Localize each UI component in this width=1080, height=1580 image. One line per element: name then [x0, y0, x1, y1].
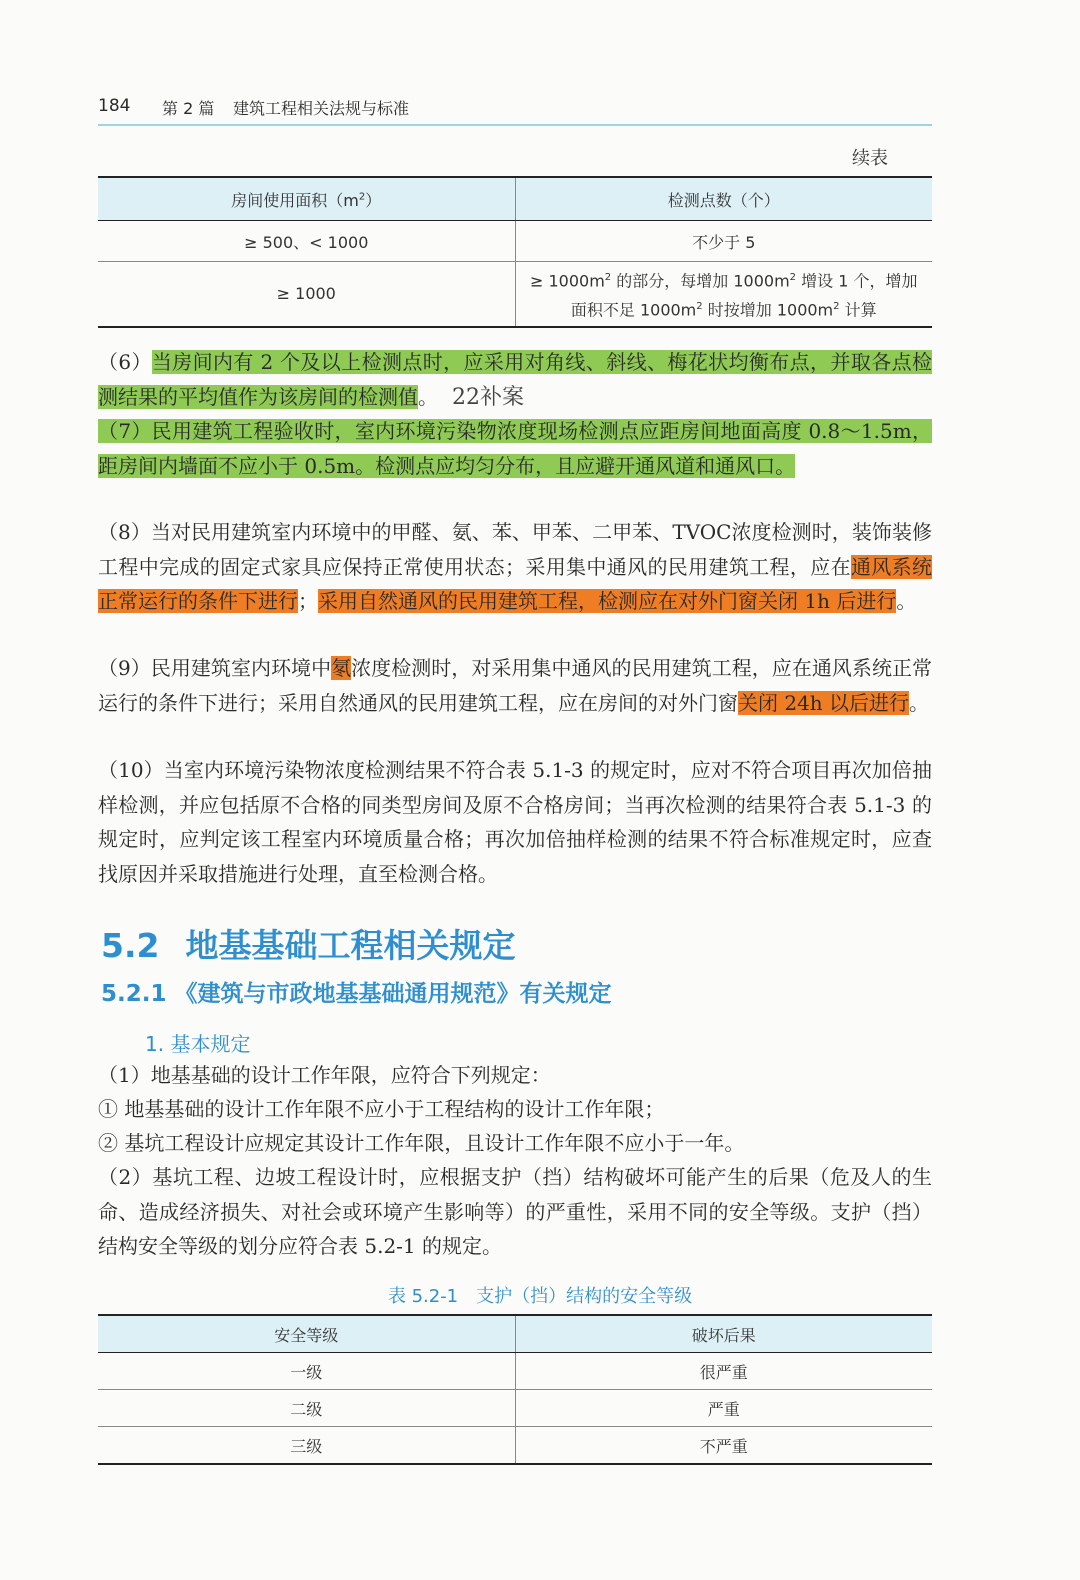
col-header-area: 房间使用面积$(m^2)$ — [98, 177, 515, 221]
header-title: 建筑工程相关法规与标准 — [233, 99, 410, 118]
table-cell: ≥ 1000 — [98, 262, 515, 328]
basic-item-1a: ① 地基基础的设计工作年限不应小于工程结构的设计工作年限； — [98, 1097, 665, 1121]
table-cell: ≥ 500、< 1000 — [98, 221, 515, 262]
highlight-orange: 通风系统正常运行的条件下进行 — [98, 554, 933, 613]
highlight-green: （7）民用建筑工程验收时，室内环境污染物浓度现场检测点应距房间地面高度 0.8～1.5m，距房间内墙面不应小于 0.5m。检测点应均匀分布，且应避开通风道和通风口。 — [98, 419, 932, 478]
table-header-row — [98, 1315, 932, 1353]
basic-item-1b: ② 基坑工程设计应规定其设计工作年限，且设计工作年限不应小于一年。 — [98, 1131, 745, 1155]
table-caption: 表 5.2-1 支护（挡）结构的安全等级 — [387, 1286, 693, 1307]
safety-grade-table — [98, 1314, 932, 1465]
table-cell: 不严重 — [515, 1427, 932, 1465]
table-row — [98, 221, 932, 262]
table-header-row — [98, 177, 932, 221]
subsubsection-heading: 1. 基本规定 — [145, 1032, 251, 1056]
table-cell: 一级 — [98, 1353, 515, 1390]
highlight-green: 当房间内有 2 个及以上检测点时，应采用对角线、斜线、梅花状均衡布点，并取各点检测结果的平均值作为该房间的检测值 — [98, 350, 932, 409]
page-number: 184 — [98, 96, 131, 116]
page-header — [98, 96, 932, 124]
basic-item-1: （1）地基基础的设计工作年限，应符合下列规定： — [98, 1063, 551, 1087]
table-cell: 不少于 5 — [515, 221, 932, 262]
highlight-orange: 氡 — [331, 656, 352, 680]
basic-item-2: （2）基坑工程、边坡工程设计时，应根据支护（挡）结构破坏可能产生的后果（危及人的生命、造成经济损失、对社会或环境产生影响等）的严重性，采用不同的安全等级。支护（挡）结构安全等级的划分应符合表 5.2-1 的规定。 — [98, 1165, 932, 1258]
col-header-points: 检测点数（个） — [515, 177, 932, 221]
table-cell: 很严重 — [515, 1353, 932, 1390]
table-row — [98, 262, 932, 328]
header-divider — [98, 124, 932, 126]
paragraph-9: （9）民用建筑室内环境中氡浓度检测时，对采用集中通风的民用建筑工程，应在通风系统正常运行的条件下进行；采用自然通风的民用建筑工程，应在房间的对外门窗关闭 24h 以后进行。 — [98, 656, 933, 715]
room-area-table — [98, 176, 932, 328]
table-row — [98, 1427, 932, 1465]
paragraph-7 — [98, 414, 932, 483]
section-number: 5.2 — [101, 926, 160, 965]
table-cell: 严重 — [515, 1390, 932, 1427]
table-row — [98, 1390, 932, 1427]
part-label: 第 2 篇 — [162, 99, 215, 118]
table-cell: 三级 — [98, 1427, 515, 1465]
highlight-orange: 关闭 24h 以后进行 — [738, 690, 910, 715]
subsection-heading: 5.2.1 《建筑与市政地基基础通用规范》有关规定 — [101, 981, 612, 1007]
handwritten-note: 22补案 — [452, 384, 524, 410]
col-header-grade: 安全等级 — [98, 1315, 515, 1353]
paragraph-10: （10）当室内环境污染物浓度检测结果不符合表 5.1-3 的规定时，应对不符合项目再次加倍抽样检测，并应包括原不合格的同类型房间及原不合格房间；当再次检测的结果符合表 5.1-3 的规定时，应判定该工程室内环境质量合格；再次加倍抽样检测的结果不符合标准规定时，应查找原因并采取措施进行处理，直至检测合格。 — [98, 758, 932, 886]
section-heading — [101, 920, 515, 967]
table-cell: ≥ $1000m^2$ 的部分，每增加 $1000m^2$ 增设 1 个，增加 面积不足 $1000m^2$ 时按增加 $1000m^2$ 计算 — [515, 262, 932, 328]
table-cell: 二级 — [98, 1390, 515, 1427]
table-row — [98, 1353, 932, 1390]
highlight-orange: 采用自然通风的民用建筑工程，检测应在对外门窗关闭 1h 后进行 — [318, 589, 897, 613]
paragraph-8: （8）当对民用建筑室内环境中的甲醛、氨、苯、甲苯、二甲苯、TVOC浓度检测时，装饰装修工程中完成的固定式家具应保持正常使用状态；采用集中通风的民用建筑工程，应在通风系统正常运行的条件下进行；采用自然通风的民用建筑工程，检测应在对外门窗关闭 1h 后进行。 — [98, 520, 933, 613]
paragraph-6: （6）当房间内有 2 个及以上检测点时，应采用对角线、斜线、梅花状均衡布点，并取各点检测结果的平均值作为该房间的检测值。 22补案 — [98, 350, 932, 410]
col-header-consequence: 破坏后果 — [515, 1315, 932, 1353]
continued-label: 续表 — [852, 148, 888, 169]
section-title: 地基基础工程相关规定 — [185, 926, 516, 965]
